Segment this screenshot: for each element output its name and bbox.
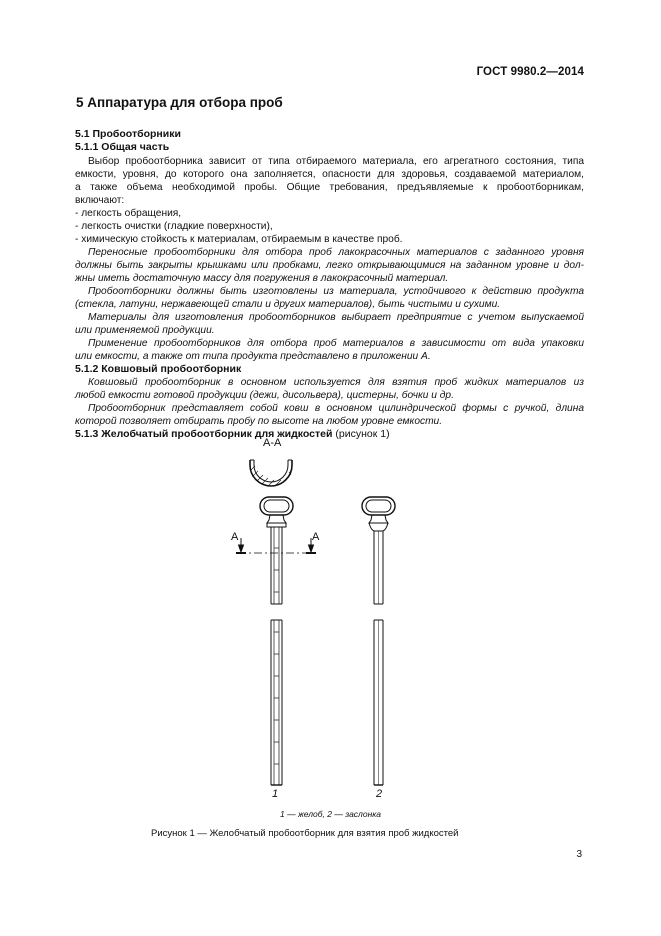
cut-label-right: А <box>312 531 320 543</box>
section-label: А-А <box>263 437 282 449</box>
section-title: 5 Аппаратура для отбора проб <box>76 95 283 110</box>
text-line: Ковшовый пробоотборник в основном используется для взятия проб жидких материалов из <box>88 377 584 388</box>
subsection-5-1-2-title: 5.1.2 Ковшовый пробоотборник <box>75 363 242 375</box>
subsection-5-1-title: 5.1 Пробоотборники <box>75 128 181 140</box>
part-number-2: 2 <box>376 788 383 800</box>
figure-reference: (рисунок 1) <box>335 428 390 440</box>
text-line: а также объема необходимой пробы. Общие требования, предъявляемые к пробоотборникам, <box>75 182 584 193</box>
text-line: Пробоотборник представляет собой ковш в основном цилиндрической формы с ручкой, длина <box>88 403 584 414</box>
text-line: Материалы для изготовления пробоотборников выбирает предприятие с учетом выпускаемой <box>88 312 584 323</box>
standard-code: ГОСТ 9980.2—2014 <box>476 66 584 78</box>
text-line: любой емкости готовой продукции (дежи, дисольвера), цистерны, бочки и др. <box>75 390 454 401</box>
text-line: Выбор пробоотборника зависит от типа отбираемого материала, его агрегатного состояния, типа <box>88 156 584 167</box>
text-line: Пробоотборники должны быть изготовлены из материала, устойчивого к действию продукта <box>88 286 584 297</box>
subsection-5-1-3-title-text: 5.1.3 Желобчатый пробоотборник для жидкостей <box>75 428 333 440</box>
sampler-1-trough <box>260 497 293 785</box>
section-cut-line <box>236 538 318 553</box>
part-number-1: 1 <box>272 788 279 800</box>
sampler-2-shutter <box>362 497 395 785</box>
text-line: Переносные пробоотборники для отбора проб лакокрасочных материалов с заданного уровня <box>88 247 584 258</box>
text-line: или емкости, а также от типа продукта представлено в приложении А. <box>75 351 431 362</box>
text-line: жны иметь достаточную массу для погружения в лакокрасочный материал. <box>75 273 449 284</box>
subsection-5-1-1-title: 5.1.1 Общая часть <box>75 141 170 153</box>
text-line: включают: <box>75 195 125 206</box>
list-item: - легкость обращения, <box>75 208 182 219</box>
cut-label-left: А <box>231 531 239 543</box>
cross-section-trough <box>250 460 292 486</box>
text-line: должны быть закрыты крышками или пробками, легко открывающимися на заданном уровне и дол- <box>75 260 584 271</box>
text-line: (стекла, латуни, нержавеющей стали и других материалов), быть чистыми и сухими. <box>75 299 501 310</box>
text-line: которой позволяет отбирать пробу по высоте на любом уровне емкости. <box>75 416 443 427</box>
text-line: или применяемой продукции. <box>75 325 215 336</box>
page-number: 3 <box>576 849 582 860</box>
figure-legend: 1 — желоб, 2 — заслонка <box>280 809 381 819</box>
list-item: - химическую стойкость к материалам, отбираемым в качестве проб. <box>75 234 403 245</box>
list-item: - легкость очистки (гладкие поверхности), <box>75 221 273 232</box>
text-line: Применение пробоотборников для отбора проб материалов в зависимости от вида упаковки <box>88 338 584 349</box>
text-line: емкости, уровня, до которого она заполняется, опасности для здоровья, создаваемой материалом, <box>75 169 584 180</box>
figure-caption: Рисунок 1 — Желобчатый пробоотборник для взятия проб жидкостей <box>151 828 459 839</box>
